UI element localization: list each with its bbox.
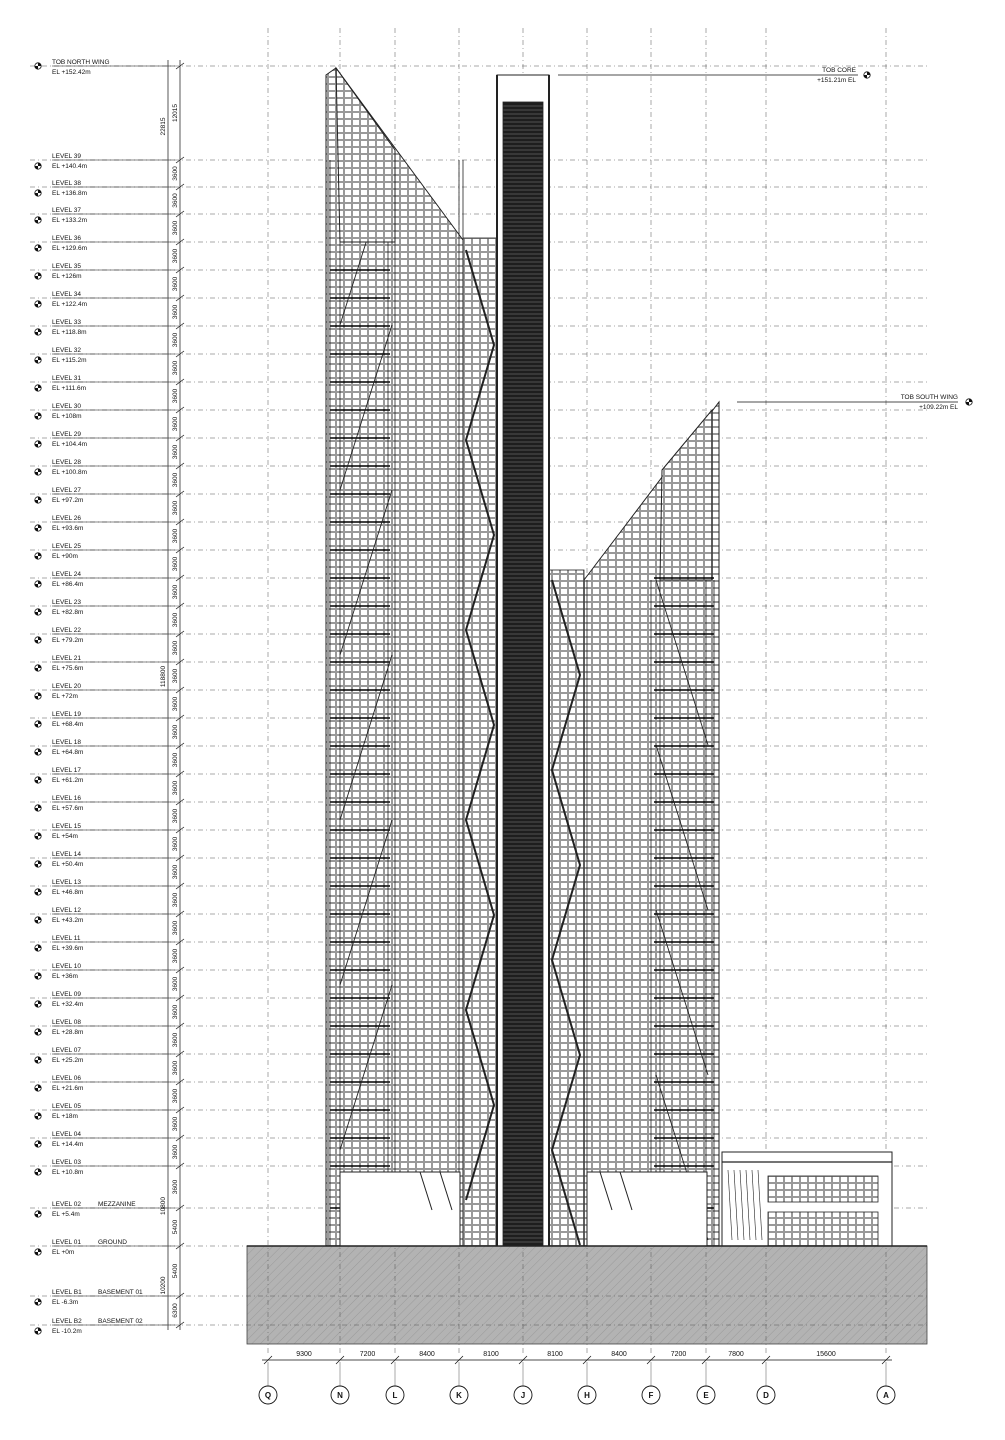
floor-height-dim: 3600 <box>172 808 179 824</box>
overall-height-dim: 10200 <box>160 1276 167 1295</box>
floor-height-dim: 3600 <box>172 612 179 628</box>
level-marker-icon <box>35 581 41 587</box>
level-marker-icon <box>35 693 41 699</box>
level-alias: BASEMENT 02 <box>98 1318 143 1325</box>
level-marker-icon <box>35 1113 41 1119</box>
level-elevation: EL +46.8m <box>52 889 84 896</box>
floor-height-dim: 3600 <box>172 1032 179 1048</box>
level-elevation: EL +111.6m <box>52 385 87 392</box>
grid-label: L <box>392 1391 398 1400</box>
level-name: LEVEL 14 <box>52 851 82 858</box>
level-name: LEVEL 12 <box>52 907 82 914</box>
floor-height-dim: 3600 <box>172 276 179 292</box>
floor-height-dim: 3600 <box>172 948 179 964</box>
level-marker-icon <box>35 441 41 447</box>
level-alias: GROUND <box>98 1239 127 1246</box>
level-name: LEVEL 29 <box>52 431 82 438</box>
grid-label: F <box>648 1391 654 1400</box>
level-elevation: EL +129.6m <box>52 245 87 252</box>
podium-upper-glazing <box>768 1176 878 1202</box>
level-labels <box>35 59 175 1335</box>
level-elevation: EL +100.8m <box>52 469 87 476</box>
floor-height-dim: 5400 <box>172 1263 179 1279</box>
level-marker-icon <box>35 1328 41 1334</box>
level-marker-icon <box>35 1249 41 1255</box>
level-name: LEVEL 32 <box>52 347 82 354</box>
level-name: LEVEL 24 <box>52 571 82 578</box>
level-elevation: EL +50.4m <box>52 861 84 868</box>
level-elevation: EL +36m <box>52 973 78 980</box>
grid-label: D <box>763 1391 769 1400</box>
level-name: LEVEL 36 <box>52 235 82 242</box>
floor-height-dim: 5400 <box>172 1219 179 1235</box>
level-marker-icon <box>35 973 41 979</box>
level-name: LEVEL 11 <box>52 935 81 942</box>
grid-label: N <box>337 1391 343 1400</box>
level-name: LEVEL 25 <box>52 543 82 550</box>
floor-height-dim: 3600 <box>172 976 179 992</box>
level-marker-icon <box>35 163 41 169</box>
level-elevation: EL +75.6m <box>52 665 84 672</box>
level-marker-icon <box>35 469 41 475</box>
level-elevation: EL +68.4m <box>52 721 84 728</box>
level-marker-icon <box>35 1299 41 1305</box>
level-name: LEVEL 38 <box>52 180 82 187</box>
level-marker-icon <box>35 1211 41 1217</box>
level-name: LEVEL 08 <box>52 1019 82 1026</box>
floor-height-dim: 3600 <box>172 248 179 264</box>
bay-dimensions <box>259 1351 895 1404</box>
level-name: LEVEL 21 <box>52 655 82 662</box>
level-name: TOB NORTH WING <box>52 59 110 66</box>
level-marker-icon <box>35 777 41 783</box>
level-elevation: EL +104.4m <box>52 441 87 448</box>
level-name: LEVEL 28 <box>52 459 82 466</box>
level-marker-icon <box>35 1169 41 1175</box>
floor-height-dim: 3600 <box>172 416 179 432</box>
overall-height-dim: 22815 <box>160 117 167 136</box>
north-wing-facade <box>326 68 463 1246</box>
level-elevation: EL +122.4m <box>52 301 87 308</box>
level-name: LEVEL 20 <box>52 683 82 690</box>
level-name: LEVEL 33 <box>52 319 82 326</box>
level-name: LEVEL 17 <box>52 767 82 774</box>
level-elevation: EL +10.8m <box>52 1169 84 1176</box>
level-marker-icon <box>35 917 41 923</box>
floor-height-dim: 3600 <box>172 220 179 236</box>
north-wing-crown <box>336 68 395 242</box>
grid-label: J <box>520 1391 526 1400</box>
floor-height-dim: 3600 <box>172 892 179 908</box>
floor-height-dim: 3600 <box>172 528 179 544</box>
floor-height-dim: 3600 <box>172 780 179 796</box>
bay-dim-value: 7200 <box>359 1351 376 1358</box>
level-name: LEVEL 09 <box>52 991 82 998</box>
bay-dim-value: 8400 <box>419 1351 435 1358</box>
level-name: LEVEL 02 <box>52 1201 82 1208</box>
bay-dim-value: 8100 <box>483 1351 499 1358</box>
level-name: LEVEL 26 <box>52 515 82 522</box>
south-wing-crown <box>660 410 712 580</box>
south-lobby <box>587 1172 707 1246</box>
level-marker-icon <box>35 861 41 867</box>
level-elevation: EL +79.2m <box>52 637 84 644</box>
level-elevation: EL +39.6m <box>52 945 84 952</box>
level-marker-icon <box>35 63 41 69</box>
level-elevation: EL +5.4m <box>52 1211 80 1218</box>
level-elevation: EL +97.2m <box>52 497 84 504</box>
level-name: LEVEL 39 <box>52 153 82 160</box>
level-elevation: EL +118.8m <box>52 329 87 336</box>
floor-height-dim: 3600 <box>172 500 179 516</box>
grid-label: E <box>703 1391 709 1400</box>
level-marker-icon <box>35 525 41 531</box>
floor-height-dim: 3600 <box>172 668 179 684</box>
tob-annotations <box>558 67 972 411</box>
level-elevation: EL +64.8m <box>52 749 84 756</box>
floor-height-dim: 3600 <box>172 444 179 460</box>
floor-height-dim: 3600 <box>172 166 179 181</box>
level-marker-icon <box>35 385 41 391</box>
tob-core-label: TOB CORE <box>822 67 856 74</box>
floor-height-dim: 12015 <box>172 103 179 123</box>
level-marker-icon <box>35 805 41 811</box>
overall-height-dim: 118800 <box>160 665 167 688</box>
level-marker-icon <box>35 329 41 335</box>
level-alias: BASEMENT 01 <box>98 1289 143 1296</box>
level-elevation: EL +133.2m <box>52 217 87 224</box>
level-name: LEVEL 16 <box>52 795 82 802</box>
level-name: LEVEL 27 <box>52 487 82 494</box>
level-marker-icon <box>35 637 41 643</box>
floor-height-dim: 3600 <box>172 1144 179 1160</box>
floor-height-dim: 3600 <box>172 836 179 852</box>
level-elevation: EL +0m <box>52 1249 75 1256</box>
bay-dim-value: 8400 <box>611 1351 627 1358</box>
floor-height-dim: 3600 <box>172 360 179 376</box>
floor-height-dim: 3600 <box>172 584 179 600</box>
floor-height-dim: 3600 <box>172 1116 179 1132</box>
tob-core-elevation: +151.21m EL <box>817 77 856 84</box>
level-name: LEVEL 34 <box>52 291 82 298</box>
floor-height-dim: 3600 <box>172 388 179 404</box>
level-name: LEVEL 37 <box>52 207 82 214</box>
level-marker-icon <box>35 413 41 419</box>
level-elevation: EL +115.2m <box>52 357 87 364</box>
level-elevation: EL +82.8m <box>52 609 84 616</box>
level-name: LEVEL 18 <box>52 739 82 746</box>
level-alias: MEZZANINE <box>98 1201 136 1208</box>
floor-height-dim: 3600 <box>172 1004 179 1020</box>
floor-height-dim: 3600 <box>172 1060 179 1076</box>
level-elevation: EL -6.3m <box>52 1299 79 1306</box>
level-name: LEVEL 01 <box>52 1239 82 1246</box>
level-marker-icon <box>35 301 41 307</box>
level-marker-icon <box>35 245 41 251</box>
level-elevation: EL +43.2m <box>52 917 84 924</box>
level-name: LEVEL 10 <box>52 963 82 970</box>
level-marker-icon <box>35 1085 41 1091</box>
floor-height-dim: 3600 <box>172 864 179 880</box>
floor-height-dim: 3600 <box>172 332 179 348</box>
level-elevation: EL -10.2m <box>52 1328 82 1335</box>
podium-lower-glazing <box>768 1212 878 1246</box>
level-elevation: EL +72m <box>52 693 78 700</box>
tob-south-label: TOB SOUTH WING <box>900 394 958 401</box>
bay-dim-value: 7200 <box>670 1351 687 1358</box>
level-name: LEVEL 30 <box>52 403 82 410</box>
level-name: LEVEL 13 <box>52 879 82 886</box>
floor-height-dim: 3600 <box>172 752 179 768</box>
bay-dim-value: 8100 <box>547 1351 563 1358</box>
level-elevation: EL +28.8m <box>52 1029 84 1036</box>
level-name: LEVEL 23 <box>52 599 82 606</box>
level-marker-icon <box>35 889 41 895</box>
grid-label: H <box>584 1391 590 1400</box>
level-marker-icon <box>35 833 41 839</box>
level-name: LEVEL 19 <box>52 711 82 718</box>
level-name: LEVEL 22 <box>52 627 82 634</box>
level-marker-icon <box>35 273 41 279</box>
floor-height-dim: 3600 <box>172 193 179 208</box>
level-marker-icon <box>35 945 41 951</box>
floor-height-dim: 3600 <box>172 472 179 488</box>
level-name: LEVEL 03 <box>52 1159 82 1166</box>
floor-height-dim: 6300 <box>172 1303 179 1318</box>
floor-height-dim: 3600 <box>172 920 179 936</box>
level-elevation: EL +54m <box>52 833 78 840</box>
core-lift-shaft <box>503 102 543 1246</box>
level-elevation: EL +14.4m <box>52 1141 84 1148</box>
level-elevation: EL +93.6m <box>52 525 84 532</box>
floor-height-dim: 3600 <box>172 640 179 656</box>
level-name: LEVEL 31 <box>52 375 82 382</box>
grid-label: Q <box>264 1391 272 1400</box>
level-marker-icon <box>35 1029 41 1035</box>
floor-height-dim: 3600 <box>172 1088 179 1104</box>
level-marker-icon <box>35 190 41 196</box>
level-elevation: EL +61.2m <box>52 777 84 784</box>
overall-height-dim: 10800 <box>160 1196 167 1216</box>
level-elevation: EL +21.6m <box>52 1085 84 1092</box>
level-elevation: EL +152.42m <box>52 69 91 76</box>
level-name: LEVEL 06 <box>52 1075 82 1082</box>
level-elevation: EL +126m <box>52 273 82 280</box>
floor-height-dim: 3600 <box>172 696 179 712</box>
level-name: LEVEL 07 <box>52 1047 82 1054</box>
level-elevation: EL +108m <box>52 413 82 420</box>
level-name: LEVEL 35 <box>52 263 82 270</box>
level-name: LEVEL 15 <box>52 823 82 830</box>
level-marker-icon <box>35 749 41 755</box>
level-elevation: EL +140.4m <box>52 163 87 170</box>
tob-south-elevation: +109.22m EL <box>919 404 958 411</box>
floor-height-dim: 3600 <box>172 304 179 320</box>
level-marker-icon <box>35 665 41 671</box>
level-marker-icon <box>35 1001 41 1007</box>
level-elevation: EL +90m <box>52 553 78 560</box>
level-elevation: EL +86.4m <box>52 581 84 588</box>
level-elevation: EL +18m <box>52 1113 78 1120</box>
level-marker-icon <box>35 721 41 727</box>
floor-height-dim: 3600 <box>172 556 179 572</box>
north-lobby <box>340 1172 460 1246</box>
floor-height-dim: 3600 <box>172 724 179 740</box>
level-name: LEVEL 05 <box>52 1103 82 1110</box>
grid-label: K <box>456 1391 462 1400</box>
grid-label: A <box>883 1391 889 1400</box>
bay-dim-value: 9300 <box>296 1351 312 1358</box>
level-name: LEVEL 04 <box>52 1131 82 1138</box>
level-name: LEVEL B1 <box>52 1289 82 1296</box>
level-marker-icon <box>35 1057 41 1063</box>
level-marker-icon <box>35 357 41 363</box>
level-marker-icon <box>35 217 41 223</box>
level-marker-icon <box>35 1141 41 1147</box>
bay-dim-value: 15600 <box>816 1351 836 1358</box>
level-name: LEVEL B2 <box>52 1318 82 1325</box>
bay-dim-value: 7800 <box>728 1351 744 1358</box>
vertical-dimensions <box>160 60 184 1330</box>
level-elevation: EL +57.6m <box>52 805 84 812</box>
level-elevation: EL +32.4m <box>52 1001 84 1008</box>
floor-height-dim: 3600 <box>172 1179 179 1195</box>
level-marker-icon <box>35 553 41 559</box>
level-elevation: EL +25.2m <box>52 1057 84 1064</box>
level-marker-icon <box>35 497 41 503</box>
level-elevation: EL +136.8m <box>52 190 87 197</box>
level-marker-icon <box>35 609 41 615</box>
